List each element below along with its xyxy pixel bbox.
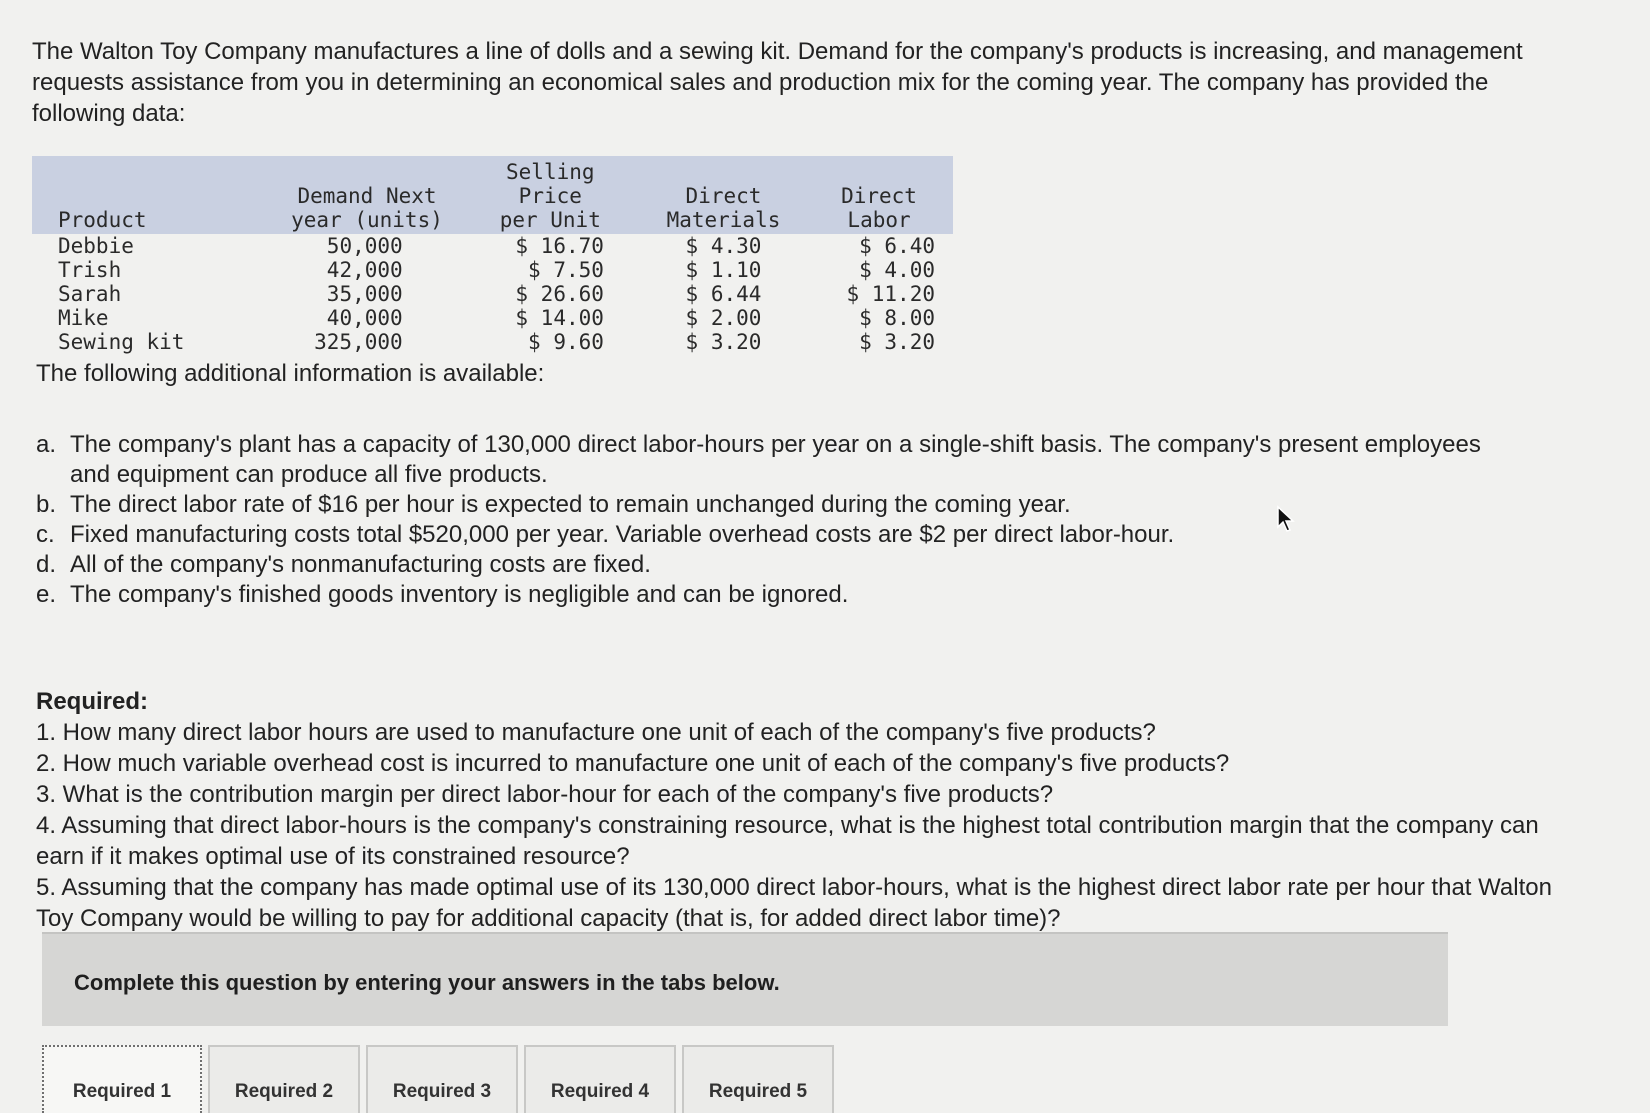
header-direct-materials: Direct Materials xyxy=(642,156,805,234)
instruction-panel xyxy=(42,932,1448,1026)
cell-demand: 35,000 xyxy=(326,282,403,306)
list-marker: a. xyxy=(36,431,57,458)
cell-product: Debbie xyxy=(58,234,134,258)
table-row xyxy=(32,306,953,330)
tab-required-2[interactable]: Required 2 xyxy=(208,1045,360,1113)
instruction-text: Complete this question by entering your answers in the tabs below. xyxy=(74,970,780,995)
cell-product: Trish xyxy=(58,258,122,282)
list-marker: c. xyxy=(36,521,55,548)
list-item xyxy=(36,580,1486,610)
cell-materials: $ 4.30 xyxy=(685,234,762,258)
tab-required-4[interactable]: Required 4 xyxy=(524,1045,676,1113)
list-marker: d. xyxy=(36,551,57,578)
required-list xyxy=(36,717,1566,934)
additional-info-list xyxy=(36,430,1486,610)
list-item: 2. How much variable overhead cost is incurred to manufacture one unit of each of the company's five products? xyxy=(36,750,1230,777)
cell-labor: $ 6.40 xyxy=(859,234,935,258)
cell-materials: $ 1.10 xyxy=(685,258,762,282)
cell-labor: $ 4.00 xyxy=(859,258,935,282)
product-data-table xyxy=(32,156,953,354)
list-item xyxy=(36,490,1486,520)
cell-price: $ 9.60 xyxy=(528,330,604,354)
table-row xyxy=(32,282,953,306)
list-item: 5. Assuming that the company has made optimal use of its 130,000 direct labor-hours, what is the highest direct labor rate per hour that Walton Toy Company would be willing to pay for additional capacity (that is, for added direct labor time)? xyxy=(36,874,1552,932)
table-row xyxy=(32,258,953,282)
additional-info-heading: The following additional information is available: xyxy=(36,360,545,387)
cell-price: $ 14.00 xyxy=(515,306,604,330)
list-text: The direct labor rate of $16 per hour is expected to remain unchanged during the coming year. xyxy=(70,491,1071,518)
list-text: The company's plant has a capacity of 130,000 direct labor-hours per year on a single-shift basis. The company's present employees and equipment can produce all five products. xyxy=(70,431,1481,488)
list-text: The company's finished goods inventory is negligible and can be ignored. xyxy=(70,581,849,608)
table-row xyxy=(32,330,953,354)
list-marker: b. xyxy=(36,491,57,518)
mouse-pointer-icon xyxy=(1276,505,1296,533)
cell-materials: $ 3.20 xyxy=(685,330,762,354)
cell-labor: $ 3.20 xyxy=(859,330,935,354)
cell-demand: 50,000 xyxy=(326,234,403,258)
table-header-row xyxy=(32,156,953,234)
required-section xyxy=(36,686,1566,934)
cell-demand: 40,000 xyxy=(326,306,403,330)
cell-materials: $ 2.00 xyxy=(685,306,762,330)
tab-required-3[interactable]: Required 3 xyxy=(366,1045,518,1113)
cell-labor: $ 11.20 xyxy=(846,282,935,306)
list-item: 3. What is the contribution margin per direct labor-hour for each of the company's five products? xyxy=(36,781,1054,808)
cell-demand: 42,000 xyxy=(326,258,403,282)
header-product: Product xyxy=(32,156,275,234)
cell-labor: $ 8.00 xyxy=(859,306,935,330)
tab-required-5[interactable]: Required 5 xyxy=(682,1045,834,1113)
header-direct-labor: Direct Labor xyxy=(805,156,953,234)
list-item xyxy=(36,550,1486,580)
cell-demand: 325,000 xyxy=(314,330,403,354)
answer-tabs xyxy=(42,1045,834,1113)
header-demand: Demand Next year (units) xyxy=(275,156,458,234)
tab-required-1[interactable]: Required 1 xyxy=(42,1045,202,1113)
cell-price: $ 26.60 xyxy=(515,282,604,306)
list-marker: e. xyxy=(36,581,57,608)
list-item xyxy=(36,520,1486,550)
cell-price: $ 7.50 xyxy=(528,258,604,282)
header-selling-price: Selling Price per Unit xyxy=(459,156,642,234)
cell-product: Sewing kit xyxy=(58,330,185,354)
list-item: 4. Assuming that direct labor-hours is the company's constraining resource, what is the highest total contribution margin that the company can earn if it makes optimal use of its constrained resource? xyxy=(36,812,1539,870)
cell-materials: $ 6.44 xyxy=(685,282,762,306)
cell-product: Mike xyxy=(58,306,109,330)
list-item: 1. How many direct labor hours are used to manufacture one unit of each of the company's five products? xyxy=(36,719,1156,746)
table-row xyxy=(32,234,953,258)
list-text: All of the company's nonmanufacturing costs are fixed. xyxy=(70,551,651,578)
cell-product: Sarah xyxy=(58,282,122,306)
required-title: Required: xyxy=(36,688,149,715)
cell-price: $ 16.70 xyxy=(515,234,604,258)
list-text: Fixed manufacturing costs total $520,000 per year. Variable overhead costs are $2 per direct labor-hour. xyxy=(70,521,1175,548)
list-item xyxy=(36,430,1486,490)
problem-intro: The Walton Toy Company manufactures a line of dolls and a sewing kit. Demand for the company's products is increasing, and management requests assistance from you in determining an economical sales and production mix for the coming year. The company has provided the following data: xyxy=(32,38,1523,127)
